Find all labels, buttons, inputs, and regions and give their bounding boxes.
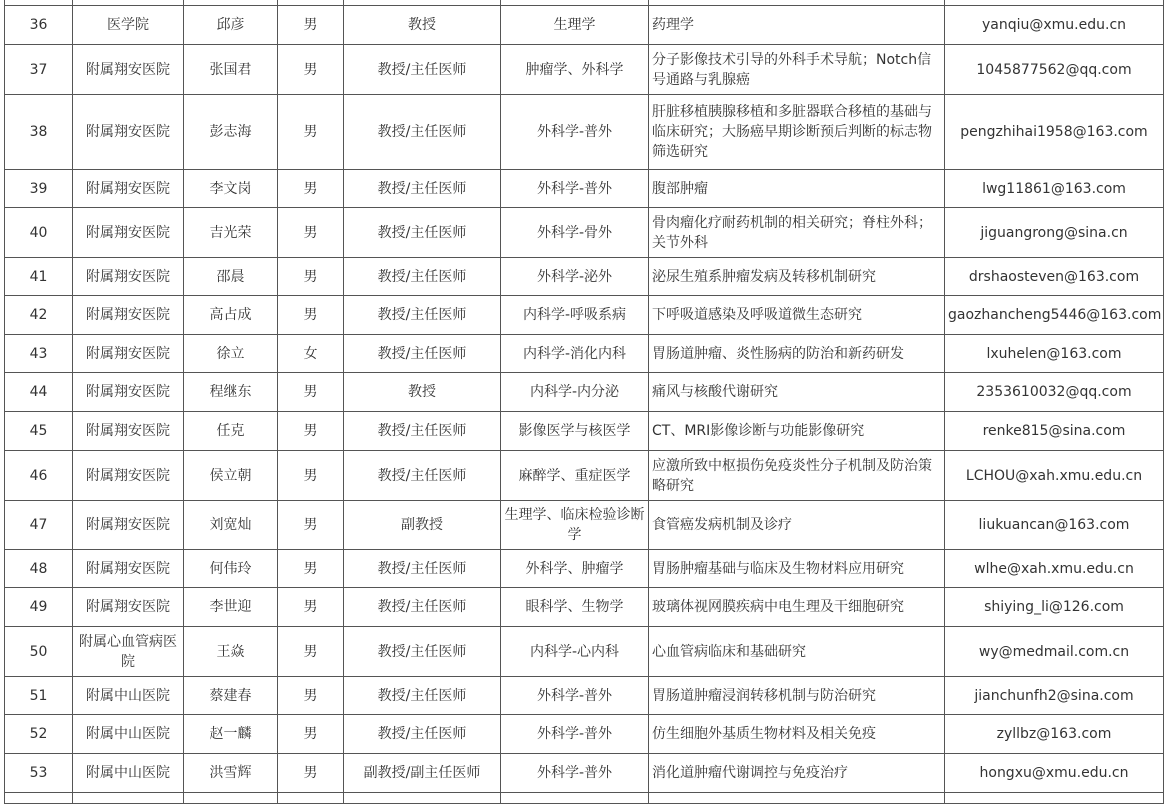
name-cell: 何伟玲 — [184, 550, 278, 588]
research-cell: 玻璃体视网膜疾病中电生理及干细胞研究 — [649, 588, 945, 627]
email-cell: yanqiu@xmu.edu.cn — [945, 6, 1164, 45]
research-cell: 食管癌发病机制及诊疗 — [649, 501, 945, 550]
empty-cell — [73, 793, 184, 804]
research-cell: 心血管病临床和基础研究 — [649, 627, 945, 677]
gender-cell: 男 — [278, 715, 344, 754]
email-cell: drshaosteven@163.com — [945, 258, 1164, 296]
name-cell: 李文岗 — [184, 170, 278, 208]
discipline-cell: 内科学-心内科 — [501, 627, 649, 677]
gender-cell: 男 — [278, 258, 344, 296]
faculty-table — [4, 0, 1164, 804]
empty-cell — [278, 793, 344, 804]
unit-cell: 附属翔安医院 — [73, 258, 184, 296]
row-number-cell: 50 — [5, 627, 73, 677]
name-cell: 吉光荣 — [184, 208, 278, 258]
row-number-cell: 46 — [5, 451, 73, 501]
table-row — [5, 258, 1164, 296]
title-cell: 教授/主任医师 — [344, 335, 501, 373]
row-number-cell: 49 — [5, 588, 73, 627]
unit-cell: 附属翔安医院 — [73, 296, 184, 335]
unit-cell: 医学院 — [73, 6, 184, 45]
gender-cell: 男 — [278, 451, 344, 501]
discipline-cell: 内科学-消化内科 — [501, 335, 649, 373]
discipline-cell: 眼科学、生物学 — [501, 588, 649, 627]
research-cell: 胃肠道肿瘤、炎性肠病的防治和新药研发 — [649, 335, 945, 373]
empty-cell — [184, 793, 278, 804]
email-cell: pengzhihai1958@163.com — [945, 95, 1164, 170]
title-cell: 教授/主任医师 — [344, 715, 501, 754]
gender-cell: 男 — [278, 588, 344, 627]
row-number-cell: 38 — [5, 95, 73, 170]
gender-cell: 男 — [278, 170, 344, 208]
title-cell: 教授/主任医师 — [344, 95, 501, 170]
title-cell: 教授/主任医师 — [344, 296, 501, 335]
name-cell: 李世迎 — [184, 588, 278, 627]
row-number-cell: 51 — [5, 677, 73, 715]
research-cell: 仿生细胞外基质生物材料及相关免疫 — [649, 715, 945, 754]
row-number-cell: 42 — [5, 296, 73, 335]
table-row — [5, 45, 1164, 95]
unit-cell: 附属心血管病医院 — [73, 627, 184, 677]
table-row — [5, 677, 1164, 715]
name-cell: 赵一麟 — [184, 715, 278, 754]
table-row — [5, 715, 1164, 754]
empty-cell — [649, 793, 945, 804]
discipline-cell: 内科学-呼吸系病 — [501, 296, 649, 335]
research-cell: 腹部肿瘤 — [649, 170, 945, 208]
row-number-cell: 37 — [5, 45, 73, 95]
name-cell: 邱彦 — [184, 6, 278, 45]
email-cell: wlhe@xah.xmu.edu.cn — [945, 550, 1164, 588]
unit-cell: 附属翔安医院 — [73, 451, 184, 501]
name-cell: 王焱 — [184, 627, 278, 677]
discipline-cell: 外科学-普外 — [501, 677, 649, 715]
gender-cell: 男 — [278, 45, 344, 95]
name-cell: 邵晨 — [184, 258, 278, 296]
title-cell: 教授/主任医师 — [344, 588, 501, 627]
unit-cell: 附属翔安医院 — [73, 45, 184, 95]
name-cell: 张国君 — [184, 45, 278, 95]
empty-cell — [945, 793, 1164, 804]
gender-cell: 男 — [278, 550, 344, 588]
title-cell: 教授/主任医师 — [344, 258, 501, 296]
name-cell: 蔡建春 — [184, 677, 278, 715]
email-cell: lwg11861@163.com — [945, 170, 1164, 208]
discipline-cell: 生理学 — [501, 6, 649, 45]
research-cell: 泌尿生殖系肿瘤发病及转移机制研究 — [649, 258, 945, 296]
email-cell: jianchunfh2@sina.com — [945, 677, 1164, 715]
research-cell: 骨肉瘤化疗耐药机制的相关研究；脊柱外科；关节外科 — [649, 208, 945, 258]
table-row — [5, 412, 1164, 451]
table-row — [5, 588, 1164, 627]
unit-cell: 附属翔安医院 — [73, 208, 184, 258]
discipline-cell: 麻醉学、重症医学 — [501, 451, 649, 501]
discipline-cell: 影像医学与核医学 — [501, 412, 649, 451]
email-cell: hongxu@xmu.edu.cn — [945, 754, 1164, 793]
email-cell: zyllbz@163.com — [945, 715, 1164, 754]
gender-cell: 女 — [278, 335, 344, 373]
discipline-cell: 内科学-内分泌 — [501, 373, 649, 412]
table-row — [5, 170, 1164, 208]
empty-cell — [5, 793, 73, 804]
unit-cell: 附属翔安医院 — [73, 412, 184, 451]
row-number-cell: 48 — [5, 550, 73, 588]
gender-cell: 男 — [278, 373, 344, 412]
gender-cell: 男 — [278, 412, 344, 451]
unit-cell: 附属翔安医院 — [73, 95, 184, 170]
research-cell: 药理学 — [649, 6, 945, 45]
gender-cell: 男 — [278, 6, 344, 45]
email-cell: lxuhelen@163.com — [945, 335, 1164, 373]
email-cell: jiguangrong@sina.cn — [945, 208, 1164, 258]
unit-cell: 附属翔安医院 — [73, 550, 184, 588]
unit-cell: 附属中山医院 — [73, 677, 184, 715]
table-row-cut-off — [5, 793, 1164, 804]
table-body — [5, 0, 1164, 804]
title-cell: 教授 — [344, 373, 501, 412]
email-cell: wy@medmail.com.cn — [945, 627, 1164, 677]
gender-cell: 男 — [278, 501, 344, 550]
name-cell: 高占成 — [184, 296, 278, 335]
research-cell: CT、MRI影像诊断与功能影像研究 — [649, 412, 945, 451]
research-cell: 消化道肿瘤代谢调控与免疫治疗 — [649, 754, 945, 793]
discipline-cell: 肿瘤学、外科学 — [501, 45, 649, 95]
title-cell: 教授/主任医师 — [344, 208, 501, 258]
row-number-cell: 53 — [5, 754, 73, 793]
discipline-cell: 外科学-普外 — [501, 715, 649, 754]
table-row — [5, 373, 1164, 412]
table-row — [5, 95, 1164, 170]
research-cell: 分子影像技术引导的外科手术导航；Notch信号通路与乳腺癌 — [649, 45, 945, 95]
email-cell: LCHOU@xah.xmu.edu.cn — [945, 451, 1164, 501]
research-cell: 胃肠道肿瘤浸润转移机制与防治研究 — [649, 677, 945, 715]
table-row — [5, 208, 1164, 258]
title-cell: 教授/主任医师 — [344, 170, 501, 208]
discipline-cell: 外科学-骨外 — [501, 208, 649, 258]
table-row — [5, 501, 1164, 550]
title-cell: 副教授 — [344, 501, 501, 550]
gender-cell: 男 — [278, 296, 344, 335]
title-cell: 教授 — [344, 6, 501, 45]
empty-cell — [344, 793, 501, 804]
name-cell: 徐立 — [184, 335, 278, 373]
name-cell: 任克 — [184, 412, 278, 451]
row-number-cell: 41 — [5, 258, 73, 296]
email-cell: 1045877562@qq.com — [945, 45, 1164, 95]
row-number-cell: 44 — [5, 373, 73, 412]
gender-cell: 男 — [278, 677, 344, 715]
email-cell: shiying_li@126.com — [945, 588, 1164, 627]
row-number-cell: 40 — [5, 208, 73, 258]
row-number-cell: 39 — [5, 170, 73, 208]
research-cell: 肝脏移植胰腺移植和多脏器联合移植的基础与临床研究；大肠癌早期诊断预后判断的标志物筛选研究 — [649, 95, 945, 170]
title-cell: 教授/主任医师 — [344, 677, 501, 715]
research-cell: 胃肠肿瘤基础与临床及生物材料应用研究 — [649, 550, 945, 588]
table-row — [5, 296, 1164, 335]
unit-cell: 附属中山医院 — [73, 715, 184, 754]
unit-cell: 附属中山医院 — [73, 754, 184, 793]
email-cell: 2353610032@qq.com — [945, 373, 1164, 412]
discipline-cell: 外科学-普外 — [501, 754, 649, 793]
discipline-cell: 生理学、临床检验诊断学 — [501, 501, 649, 550]
table-row — [5, 550, 1164, 588]
row-number-cell: 36 — [5, 6, 73, 45]
research-cell: 痛风与核酸代谢研究 — [649, 373, 945, 412]
title-cell: 教授/主任医师 — [344, 550, 501, 588]
name-cell: 刘宽灿 — [184, 501, 278, 550]
table-row — [5, 754, 1164, 793]
research-cell: 应激所致中枢损伤免疫炎性分子机制及防治策略研究 — [649, 451, 945, 501]
unit-cell: 附属翔安医院 — [73, 373, 184, 412]
table-row — [5, 451, 1164, 501]
title-cell: 教授/主任医师 — [344, 45, 501, 95]
title-cell: 教授/主任医师 — [344, 412, 501, 451]
gender-cell: 男 — [278, 627, 344, 677]
discipline-cell: 外科学-泌外 — [501, 258, 649, 296]
email-cell: renke815@sina.com — [945, 412, 1164, 451]
title-cell: 教授/主任医师 — [344, 627, 501, 677]
empty-cell — [501, 793, 649, 804]
table-row — [5, 335, 1164, 373]
name-cell: 程继东 — [184, 373, 278, 412]
unit-cell: 附属翔安医院 — [73, 170, 184, 208]
row-number-cell: 45 — [5, 412, 73, 451]
name-cell: 洪雪辉 — [184, 754, 278, 793]
research-cell: 下呼吸道感染及呼吸道微生态研究 — [649, 296, 945, 335]
email-cell: gaozhancheng5446@163.com — [945, 296, 1164, 335]
discipline-cell: 外科学、肿瘤学 — [501, 550, 649, 588]
row-number-cell: 47 — [5, 501, 73, 550]
gender-cell: 男 — [278, 754, 344, 793]
unit-cell: 附属翔安医院 — [73, 588, 184, 627]
gender-cell: 男 — [278, 208, 344, 258]
name-cell: 侯立朝 — [184, 451, 278, 501]
row-number-cell: 52 — [5, 715, 73, 754]
unit-cell: 附属翔安医院 — [73, 501, 184, 550]
title-cell: 教授/主任医师 — [344, 451, 501, 501]
unit-cell: 附属翔安医院 — [73, 335, 184, 373]
table-row — [5, 627, 1164, 677]
email-cell: liukuancan@163.com — [945, 501, 1164, 550]
discipline-cell: 外科学-普外 — [501, 95, 649, 170]
discipline-cell: 外科学-普外 — [501, 170, 649, 208]
gender-cell: 男 — [278, 95, 344, 170]
row-number-cell: 43 — [5, 335, 73, 373]
name-cell: 彭志海 — [184, 95, 278, 170]
title-cell: 副教授/副主任医师 — [344, 754, 501, 793]
table-row — [5, 6, 1164, 45]
